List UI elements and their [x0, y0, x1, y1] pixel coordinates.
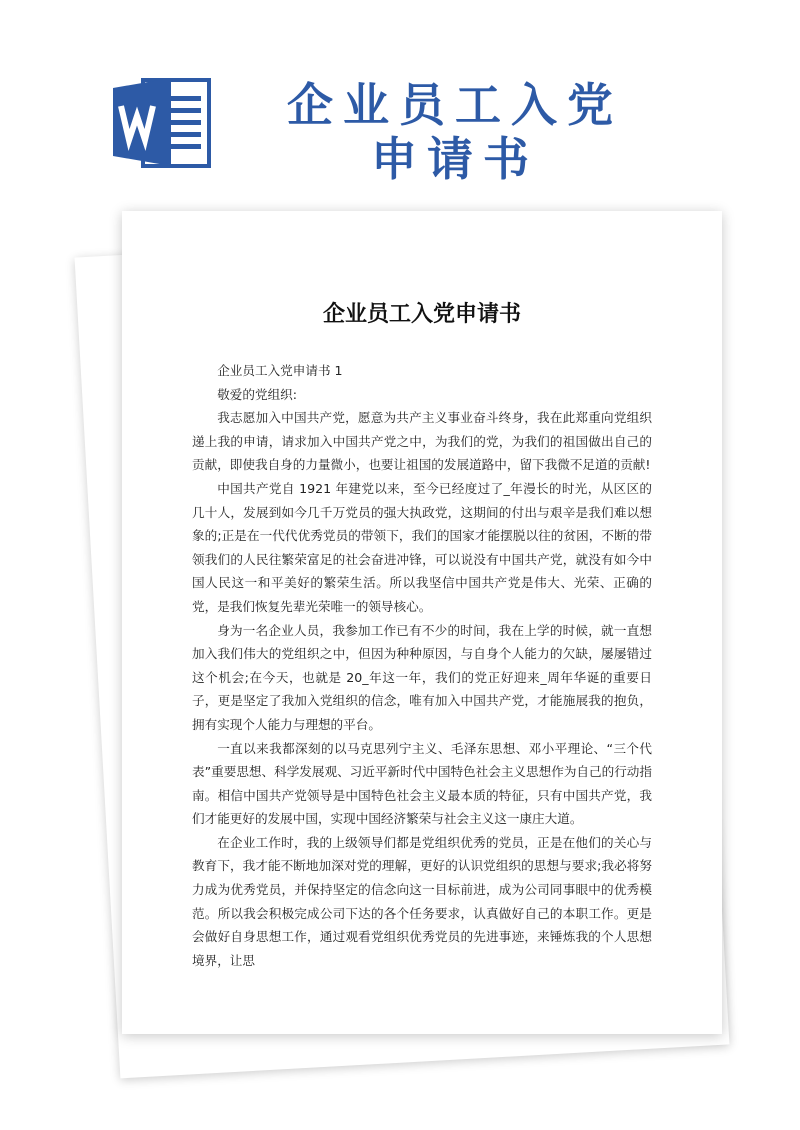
word-document-icon: [113, 76, 213, 168]
document-body: [192, 359, 652, 972]
document-page: [122, 211, 722, 1034]
doc-paragraph: 在企业工作时，我的上级领导们都是党组织优秀的党员，正是在他们的关心与教育下，我才能不断地加深对党的理解，更好的认识党组织的思想与要求;我必将努力成为优秀党员，并保持坚定的信念向这一目标前进，成为公司同事眼中的优秀模范。所以我会积极完成公司下达的各个任务要求，认真做好自己的本职工作。更是会做好自身思想工作，通过观看党组织优秀党员的先进事迹，来锤炼我的个人思想境界，让思: [192, 834, 652, 968]
doc-paragraph: 中国共产党自 1921 年建党以来，至今已经度过了_年漫长的时光，从区区的几十人，发展到如今几千万党员的强大执政党，这期间的付出与艰辛是我们难以想象的;正是在一代代优秀党员的带领下，我们的国家才能摆脱以往的贫困，不断的带领我们的人民往繁荣富足的社会奋进冲锋，可以说没有中国共产党，就没有如今中国人民这一和平美好的繁荣生活。所以我坚信中国共产党是伟大、光荣、正确的党，是我们恢复先辈光荣唯一的领导核心。: [192, 480, 652, 614]
document-title: 企业员工入党申请书: [322, 302, 521, 327]
doc-paragraph: 企业员工入党申请书 1: [217, 363, 343, 378]
doc-paragraph: 敬爱的党组织:: [217, 386, 297, 402]
doc-paragraph: 一直以来我都深刻的以马克思列宁主义、毛泽东思想、邓小平理论、“三个代表”重要思想、科学发展观、习近平新时代中国特色社会主义思想作为自己的行动指南。相信中国共产党领导是中国特色社会主义最本质的特征，只有中国共产党，我们才能更好的发展中国，实现中国经济繁荣与社会主义这一康庄大道。: [192, 740, 652, 827]
page-header: [0, 0, 800, 205]
banner-title-line1: 企业员工入党: [287, 78, 623, 132]
banner-title-line2: 申请书: [371, 132, 539, 186]
doc-paragraph: 身为一名企业人员，我参加工作已有不少的时间，我在上学的时候，就一直想加入我们伟大的党组织之中，但因为种种原因，与自身个人能力的欠缺，屡屡错过这个机会;在今天，也就是 20_年这一年，我们的党正好迎来_周年华诞的重要日子，更是坚定了我加入党组织的信念，唯有加入中国共产党，才能施展我的抱负，拥有实现个人能力与理想的平台。: [192, 622, 652, 732]
doc-paragraph: 我志愿加入中国共产党，愿意为共产主义事业奋斗终身，我在此郑重向党组织递上我的申请，请求加入中国共产党之中，为我们的党，为我们的祖国做出自己的贡献，即使我自身的力量微小，也要让祖国的发展道路中，留下我微不足道的贡献!: [192, 410, 652, 473]
